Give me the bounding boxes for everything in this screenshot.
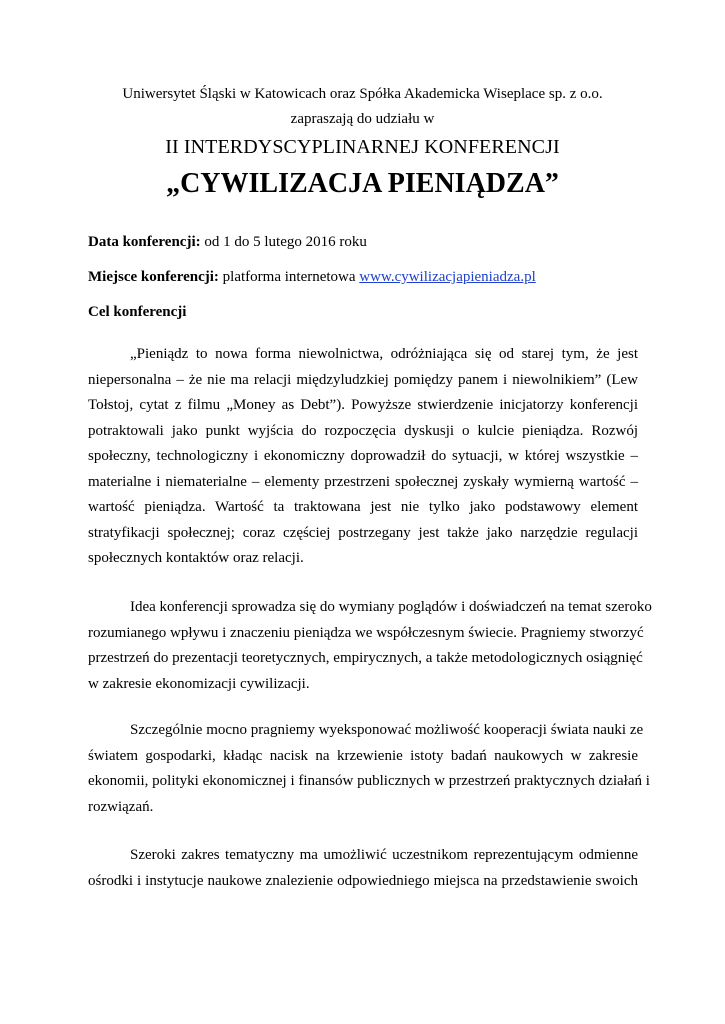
paragraph-line: ośrodki i instytucje naukowe znalezienie odpowiedniego miejsca na przedstawienie swoich: [88, 872, 638, 889]
place-value: platforma internetowa: [218, 269, 360, 285]
goal-heading: Cel konferencji: [88, 304, 187, 320]
paragraph-3: [88, 718, 650, 820]
invitation-line: zapraszają do udziału w: [290, 111, 435, 127]
date-label: Data konferencji:: [88, 234, 201, 250]
paragraph-line: w zakresie ekonomizacji cywilizacji.: [88, 675, 310, 692]
paragraph-line: „Pieniądz to nowa forma niewolnictwa, odróżniająca się od starej tym, że jest: [130, 346, 638, 362]
paragraph-line: światem gospodarki, kładąc nacisk na krzewienie istoty badań naukowych w zakresie: [88, 747, 638, 764]
paragraph-line: stratyfikacji społecznej; coraz częściej postrzegany jest także jako narzędzie regulacji: [88, 524, 638, 541]
conference-name: II INTERDYSCYPLINARNEJ KONFERENCJI: [165, 136, 560, 158]
date-value: od 1 do 5 lutego 2016 roku: [200, 234, 367, 250]
paragraph-line: Tołstoj, cytat z filmu „Money as Debt”). Powyższe stwierdzenie inicjatorzy konferencji: [88, 397, 638, 413]
paragraph-line: materialne i niematerialne – elementy przestrzeni społecznej zyskały wymierną wartość –: [88, 473, 638, 490]
paragraph-line: społecznych kontaktów oraz relacji.: [88, 550, 304, 566]
paragraph-4: [88, 843, 638, 894]
paragraph-line: społeczny, technologiczny i ekonomiczny doprowadził do sytuacji, w której wszystkie –: [88, 448, 638, 464]
paragraph-line: przestrzeń do prezentacji teoretycznych, empirycznych, a także metodologicznych osiągnięć: [88, 650, 643, 666]
paragraph-line: Szczególnie mocno pragniemy wyeksponować możliwość kooperacji świata nauki ze: [130, 722, 644, 738]
organizers-line: Uniwersytet Śląski w Katowicach oraz Spółka Akademicka Wiseplace sp. z o.o.: [122, 86, 603, 102]
paragraph-line: potraktowali jako punkt wyjścia do rozpoczęcia dyskusji o kulcie pieniądza. Rozwój: [88, 422, 638, 439]
conference-date: [88, 234, 638, 251]
conference-place: [88, 269, 638, 286]
paragraph-1: [88, 342, 638, 572]
conference-title: „CYWILIZACJA PIENIĄDZA”: [166, 168, 559, 199]
conference-website-link[interactable]: www.cywilizacjapieniadza.pl: [359, 269, 536, 285]
paragraph-line: Idea konferencji sprowadza się do wymiany poglądów i doświadczeń na temat szeroko: [130, 599, 652, 615]
paragraph-line: Szeroki zakres tematyczny ma umożliwić uczestnikom reprezentującym odmienne: [130, 847, 638, 863]
place-label: Miejsce konferencji:: [88, 269, 219, 285]
paragraph-line: niepersonalna – że nie ma relacji międzyludzkiej pomiędzy panem i niewolnikiem” (Lew: [88, 371, 638, 388]
paragraph-line: rozumianego wpływu i znaczeniu pieniądza we współczesnym świecie. Pragniemy stworzyć: [88, 624, 644, 641]
paragraph-line: wartość pieniądza. Wartość ta traktowana jest nie tylko jako podstawowy element: [88, 499, 638, 515]
paragraph-line: rozwiązań.: [88, 798, 154, 815]
paragraph-2: [88, 595, 652, 697]
paragraph-line: ekonomii, polityki ekonomicznej i finansów publicznych w przestrzeń praktycznych działań i: [88, 773, 650, 789]
